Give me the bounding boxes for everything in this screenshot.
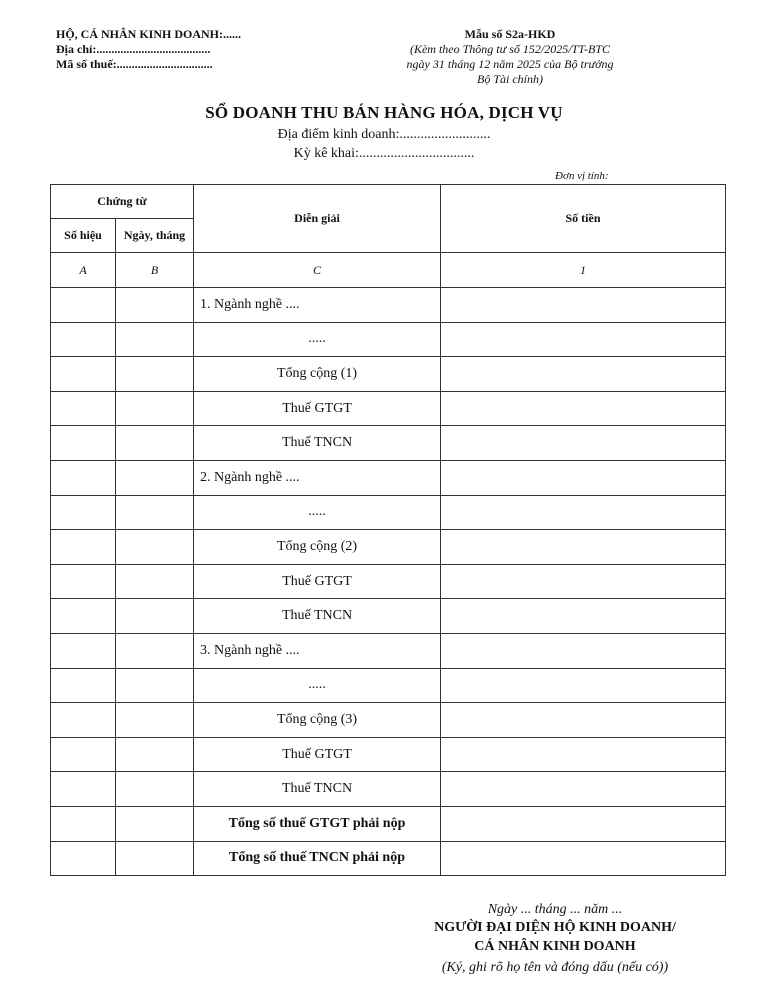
voucher-number-cell[interactable] (51, 772, 116, 807)
voucher-number-cell[interactable] (51, 495, 116, 530)
description-cell: Tổng số thuế GTGT phải nộp (194, 806, 441, 841)
voucher-date-cell[interactable] (116, 599, 194, 634)
voucher-number-cell[interactable] (51, 841, 116, 876)
voucher-number-cell[interactable] (51, 322, 116, 357)
table-row (51, 564, 726, 599)
amount-cell[interactable] (441, 703, 726, 738)
voucher-number-cell[interactable] (51, 426, 116, 461)
amount-cell[interactable] (441, 322, 726, 357)
amount-cell[interactable] (441, 772, 726, 807)
column-code-a: A (51, 253, 116, 288)
amount-cell[interactable] (441, 288, 726, 323)
description-cell: 1. Ngành nghề .... (194, 288, 441, 323)
voucher-date-cell[interactable] (116, 322, 194, 357)
table-row (51, 806, 726, 841)
table-row (51, 772, 726, 807)
amount-cell[interactable] (441, 357, 726, 392)
voucher-number-cell[interactable] (51, 633, 116, 668)
voucher-date-cell[interactable] (116, 288, 194, 323)
voucher-number-cell[interactable] (51, 288, 116, 323)
description-cell: Tổng số thuế TNCN phải nộp (194, 841, 441, 876)
reporting-period: Kỳ kê khai:................................. (293, 146, 475, 161)
voucher-date-cell[interactable] (116, 460, 194, 495)
table-row (51, 322, 726, 357)
header-voucher-date: Ngày, tháng (116, 219, 194, 253)
column-code-1: 1 (441, 253, 726, 288)
voucher-date-cell[interactable] (116, 495, 194, 530)
amount-cell[interactable] (441, 737, 726, 772)
description-cell: ..... (194, 495, 441, 530)
signature-note: (Ký, ghi rõ họ tên và đóng dấu (nếu có)) (441, 960, 669, 975)
document-title: SỔ DOANH THU BÁN HÀNG HÓA, DỊCH VỤ (205, 103, 563, 122)
voucher-date-cell[interactable] (116, 703, 194, 738)
description-cell: Thuế GTGT (194, 737, 441, 772)
amount-cell[interactable] (441, 806, 726, 841)
table-row (51, 357, 726, 392)
table-row (51, 530, 726, 565)
voucher-number-cell[interactable] (51, 737, 116, 772)
table-row (51, 703, 726, 738)
revenue-ledger-table (50, 184, 726, 876)
voucher-number-cell[interactable] (51, 460, 116, 495)
table-row (51, 633, 726, 668)
representative-title-line2: CÁ NHÂN KINH DOANH (474, 939, 636, 954)
header-voucher-number: Số hiệu (51, 219, 116, 253)
amount-cell[interactable] (441, 564, 726, 599)
table-row (51, 391, 726, 426)
header-amount: Số tiền (441, 185, 726, 253)
business-info (56, 27, 241, 72)
voucher-date-cell[interactable] (116, 668, 194, 703)
voucher-number-cell[interactable] (51, 599, 116, 634)
voucher-date-cell[interactable] (116, 841, 194, 876)
description-cell: Tổng cộng (2) (194, 530, 441, 565)
column-code-b: B (116, 253, 194, 288)
voucher-date-cell[interactable] (116, 737, 194, 772)
description-cell: Thuế TNCN (194, 426, 441, 461)
form-reference-line3: Bộ Tài chính) (477, 72, 543, 86)
description-cell: ..... (194, 322, 441, 357)
voucher-date-cell[interactable] (116, 357, 194, 392)
description-cell: Thuế TNCN (194, 772, 441, 807)
description-cell: Tổng cộng (3) (194, 703, 441, 738)
description-cell: Thuế GTGT (194, 564, 441, 599)
table-row (51, 426, 726, 461)
voucher-date-cell[interactable] (116, 391, 194, 426)
table-row (51, 495, 726, 530)
representative-title-line1: NGƯỜI ĐẠI DIỆN HỘ KINH DOANH/ (434, 920, 676, 935)
column-code-row (51, 253, 726, 288)
amount-cell[interactable] (441, 633, 726, 668)
description-cell: Thuế TNCN (194, 599, 441, 634)
voucher-date-cell[interactable] (116, 806, 194, 841)
amount-cell[interactable] (441, 460, 726, 495)
signature-date: Ngày ... tháng ... năm ... (487, 902, 623, 917)
header-description: Diễn giải (194, 185, 441, 253)
amount-cell[interactable] (441, 391, 726, 426)
voucher-number-cell[interactable] (51, 703, 116, 738)
voucher-date-cell[interactable] (116, 772, 194, 807)
form-reference-line2: ngày 31 tháng 12 năm 2025 của Bộ trưởng (406, 57, 614, 71)
voucher-date-cell[interactable] (116, 564, 194, 599)
voucher-date-cell[interactable] (116, 530, 194, 565)
description-cell: Tổng cộng (1) (194, 357, 441, 392)
table-header-row (51, 185, 726, 219)
voucher-number-cell[interactable] (51, 564, 116, 599)
business-address: Địa chỉ:...................................... (56, 42, 211, 56)
table-row (51, 737, 726, 772)
business-name: HỘ, CÁ NHÂN KINH DOANH:...... (56, 27, 241, 41)
table-row (51, 460, 726, 495)
voucher-number-cell[interactable] (51, 806, 116, 841)
description-cell: ..... (194, 668, 441, 703)
amount-cell[interactable] (441, 599, 726, 634)
form-reference (380, 27, 640, 87)
description-cell: Thuế GTGT (194, 391, 441, 426)
table-row (51, 599, 726, 634)
business-location: Địa điểm kinh doanh:.......................... (277, 127, 491, 142)
voucher-number-cell[interactable] (51, 668, 116, 703)
amount-cell[interactable] (441, 530, 726, 565)
voucher-number-cell[interactable] (51, 530, 116, 565)
table-row (51, 841, 726, 876)
amount-cell[interactable] (441, 841, 726, 876)
description-cell: 3. Ngành nghề .... (194, 633, 441, 668)
table-row (51, 288, 726, 323)
unit-label: Đơn vị tính: (555, 170, 609, 182)
table-row (51, 668, 726, 703)
header-voucher: Chứng từ (51, 185, 194, 219)
voucher-date-cell[interactable] (116, 426, 194, 461)
voucher-number-cell[interactable] (51, 357, 116, 392)
voucher-number-cell[interactable] (51, 391, 116, 426)
description-cell: 2. Ngành nghề .... (194, 460, 441, 495)
column-code-c: C (194, 253, 441, 288)
form-reference-line1: (Kèm theo Thông tư số 152/2025/TT-BTC (409, 42, 610, 56)
amount-cell[interactable] (441, 495, 726, 530)
amount-cell[interactable] (441, 668, 726, 703)
form-number: Mẫu số S2a-HKD (464, 27, 556, 41)
business-tax-code: Mã số thuế:................................ (56, 57, 213, 71)
amount-cell[interactable] (441, 426, 726, 461)
voucher-date-cell[interactable] (116, 633, 194, 668)
